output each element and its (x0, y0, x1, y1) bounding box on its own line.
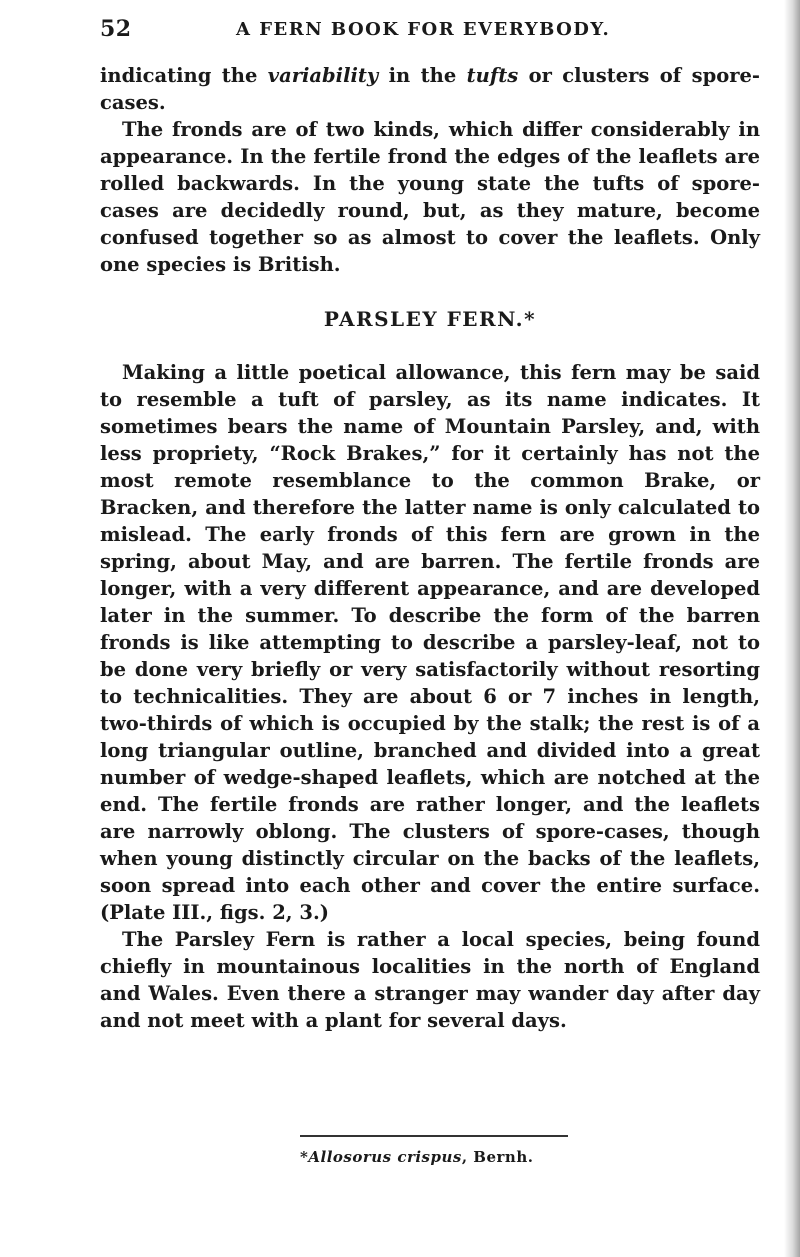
paragraph1-text-a: indicating the (100, 64, 268, 87)
body-text (100, 62, 760, 1034)
paragraph-continuation (100, 62, 760, 116)
paragraph1-italic-variability: variability (267, 64, 379, 87)
page-edge-shadow (784, 0, 800, 1257)
paragraph-parsley-fern: Making a little poetical allowance, this fern may be said to resemble a tuft of parsley, as its name indicates. It sometimes bears the name of Mountain Parsley, and, with less propriety, “Rock Brakes,” for it certainly has not the most remote resemblance to the common Brake, or Bracken, and therefore the latter name is only calculated to mislead. The early fronds of this fern are grown in the spring, about May, and are barren. The fertile fronds are longer, with a very different appearance, and are developed later in the summer. To describe the form of the barren fronds is like attempting to describe a parsley-leaf, not to be done very briefly or very satisfactorily without resorting to technicalities. They are about 6 or 7 inches in length, two-thirds of which is occupied by the stalk; the rest is of a long triangular outline, branched and divided into a great number of wedge-shaped leaflets, which are notched at the end. The fertile fronds are rather longer, and the leaflets are narrowly oblong. The clusters of spore-cases, though when young distinctly circular on the backs of the leaflets, soon spread into each other and cover the entire surface. (Plate III., figs. 2, 3.) (100, 361, 760, 924)
page-number: 52 (100, 16, 132, 42)
footnote-author: Bernh. (473, 1148, 534, 1166)
footnote-species: Allosorus crispus (308, 1148, 462, 1166)
page-header (100, 16, 780, 52)
footnote-marker: * (300, 1148, 309, 1166)
running-head: A FERN BOOK FOR EVERYBODY. (236, 19, 611, 40)
footnote-separator: , (461, 1148, 474, 1166)
footnote-rule (300, 1135, 568, 1137)
paragraph-fronds: The fronds are of two kinds, which differ considerably in appearance. In the fertile frond the edges of the leaflets are rolled backwards. In the young state the tufts of spore-cases are decidedly round, but, as they mature, become confused together so as almost to cover the leaflets. Only one species is British. (100, 118, 760, 276)
paragraph1-text-c: in the (378, 64, 467, 87)
section-title: PARSLEY FERN.* (323, 307, 537, 331)
footnote (300, 1148, 600, 1166)
paragraph1-text-e: or clusters of spore-cases. (100, 64, 760, 114)
paragraph1-italic-tufts: tufts (466, 64, 519, 87)
paragraph-distribution: The Parsley Fern is rather a local species, being found chiefly in mountainous localities in the north of England and Wales. Even there a stranger may wander day after day and not meet with a plant for several days. (100, 928, 760, 1032)
